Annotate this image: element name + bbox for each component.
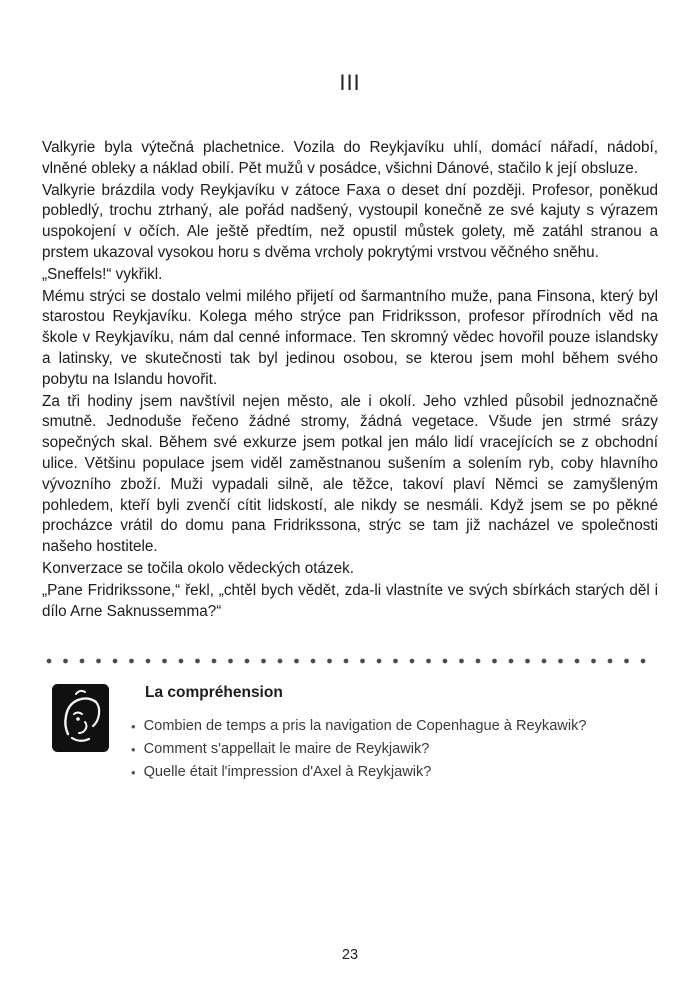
comprehension-title: La compréhension [145, 684, 283, 701]
body-paragraph: Mému strýci se dostalo velmi milého přijetí od šarmantního muže, pana Finsona, který byl starostou Reykjavíku. Kolega mého strýce pan Fridriksson, profesor přírodních věd na škole v Reykjavíku, nám dal cenné informace. Ten skromný vědec hovořil pouze islandsky a latinsky, ve skutečnosti tak byl jedinou osobou, se kterou jsem mohl během svého pobytu na Islandu hovořit. [42, 287, 658, 388]
body-paragraph: Za tři hodiny jsem navštívil nejen město, ale i okolí. Jeho vzhled působil jednoznačně smutně. Jednoduše řečeno žádné stromy, žádná vegetace. Všude jen strmé srázy sopečných skal. Během své exkurze jsem potkal jen málo lidí vracejících se z obchodní ulice. Většinu populace jsem viděl zaměstnanou sušením a solením ryb, coby hlavního vývozního zboží. Muži vypadali silně, ale těžce, takoví plaví Němci se zamyšleným pohledem, kteří byli zvenčí cítit lidskostí, ale nikdy se nesmáli. Když jsem se po pěkné procházce vrátil do domu pana Fridrikssona, strýc se tam již nacházel ve společnosti našeho hostitele. [42, 392, 658, 556]
comprehension-question [131, 762, 654, 784]
comprehension-question [131, 739, 654, 761]
body-paragraph: Valkyrie byla výtečná plachetnice. Vozila do Reykjavíku uhlí, domácí nářadí, nádobí, vlněné obleky a náklad obilí. Pět mužů v posádce, všichni Dánové, stačilo k její obsluze. [42, 139, 658, 177]
bullet-icon: • [131, 741, 136, 757]
question-text: Comment s'appellait le maire de Reykjawik? [143, 740, 430, 757]
comprehension-question-list [131, 716, 654, 784]
question-text: Quelle était l'impression d'Axel à Reykjawik? [143, 763, 432, 780]
body-paragraph: „Pane Fridrikssone,“ řekl, „chtěl bych vědět, zda-li vlastníte ve svých sbírkách starých děl i dílo Arne Saknussemma?“ [42, 581, 658, 620]
body-paragraph: Konverzace se točila okolo vědeckých otázek. [42, 559, 355, 577]
page-number: 23 [341, 947, 359, 963]
body-paragraph: Valkyrie brázdila vody Reykjavíku v zátoce Faxa o deset dní později. Profesor, poněkud pobledlý, trochu ztrhaný, ale pořád nadšený, vystoupil konečně ze své kajuty s výrazem uspokojení v očích. Ale ještě předtím, než opustil můstek golety, mě zatáhl stranou a prstem ukazoval vysokou horu s dvěma vrcholy pokrytými vrstvou věčného sněhu. [42, 181, 658, 261]
question-text: Combien de temps a pris la navigation de Copenhague à Reykawik? [143, 718, 587, 734]
chapter-heading: III [339, 70, 361, 95]
body-text-block [42, 138, 658, 622]
comprehension-face-icon [52, 684, 109, 752]
bullet-icon: • [131, 719, 136, 734]
comprehension-question [131, 716, 654, 738]
body-paragraph: „Sneffels!“ vykřikl. [42, 265, 163, 283]
dotted-separator [46, 658, 654, 664]
comprehension-section [52, 682, 654, 785]
bullet-icon: • [131, 764, 136, 780]
comprehension-content [131, 682, 654, 785]
